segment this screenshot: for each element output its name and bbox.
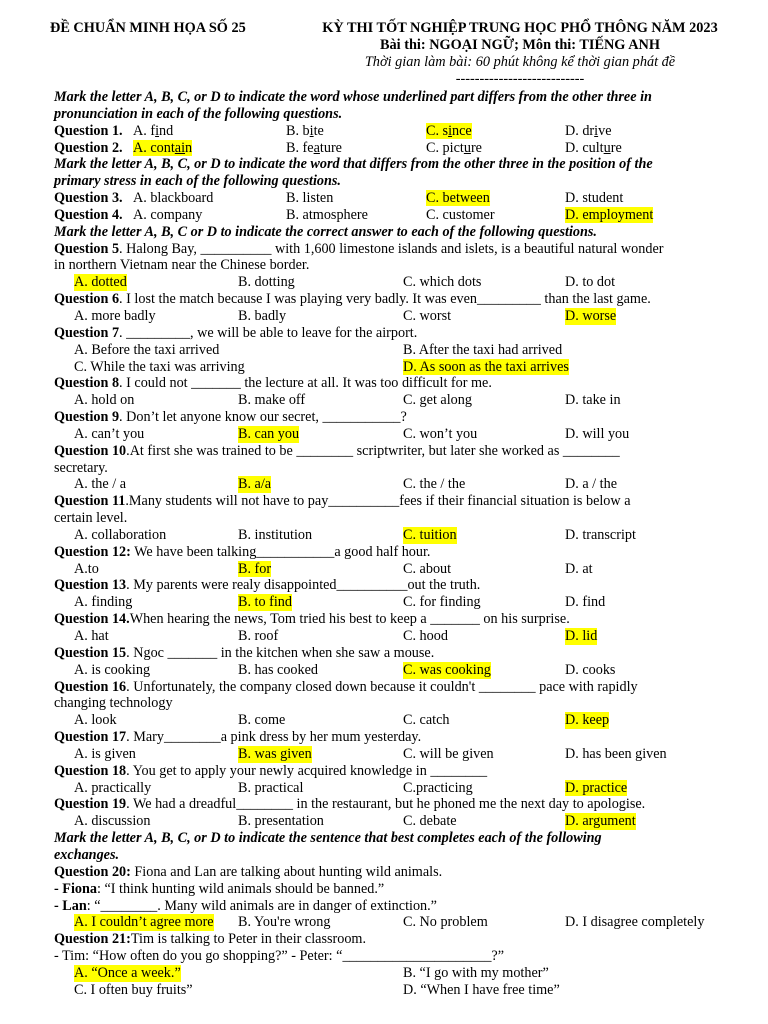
line-q1 [54, 123, 754, 140]
option: D. practice [565, 779, 628, 796]
question-text: - Tim: “How often do you go shopping?” - Peter: “_____________________?” [54, 948, 505, 965]
line-o4 [54, 628, 754, 645]
option: C. hood [403, 628, 448, 644]
line-ins [54, 89, 754, 106]
option: B. presentation [238, 813, 324, 830]
option-suffix: re [610, 139, 622, 156]
option-prefix: C. between [426, 190, 490, 207]
option [565, 140, 622, 157]
speaker: - Lan [54, 897, 87, 914]
option: D. at [565, 560, 593, 577]
question-text: .At first she was trained to be ________ scriptwriter, but later she worked as ________ [126, 442, 620, 459]
line-q1 [54, 140, 754, 157]
line-txt [54, 695, 754, 712]
option-prefix: C. customer [426, 206, 495, 223]
option: B. roof [238, 628, 279, 644]
exam-title: KỲ THI TỐT NGHIỆP TRUNG HỌC PHỔ THÔNG NĂM 2023 [322, 20, 718, 36]
line-qt [54, 679, 754, 696]
question-number: Question 12: [54, 543, 131, 560]
option: B. can you [238, 425, 300, 442]
option: C. was cooking [403, 661, 491, 678]
line-qt [54, 375, 754, 392]
question-text: certain level. [54, 510, 128, 527]
option-prefix: D. employment [565, 206, 654, 223]
question-number: Question 5 [54, 240, 120, 257]
line-txt [54, 948, 754, 965]
option: D. take in [565, 392, 621, 409]
underlined-letters: u [603, 139, 611, 156]
option-text [426, 123, 472, 139]
option: B. for [238, 560, 272, 577]
option-text [286, 207, 368, 223]
question-number: Question 2. [54, 139, 123, 156]
line-o4 [54, 914, 754, 931]
line-o4 [54, 813, 754, 830]
question-number: Question 9 [54, 409, 120, 426]
line-ins [54, 224, 754, 241]
option: C. I often buy fruits” [74, 981, 193, 998]
option: C. get along [403, 392, 472, 409]
speaker: - Fiona [54, 880, 97, 897]
option: A.to [74, 560, 99, 577]
option-suffix: nd [159, 122, 174, 139]
exam-header [300, 20, 740, 88]
underlined-letters: u [463, 139, 471, 156]
question-text: . Don’t let anyone know our secret, ___________? [119, 409, 407, 426]
question-number: Question 17 [54, 729, 127, 746]
question-text: Tim is talking to Peter in their classroom. [130, 931, 366, 948]
question-number: Question 6 [54, 291, 120, 308]
option: A. finding [74, 594, 133, 611]
line-ins [54, 106, 754, 123]
line-txt [54, 460, 754, 477]
line-q1 [54, 190, 754, 207]
option: D. will you [565, 425, 630, 442]
line-qt [54, 796, 754, 813]
option: B. has cooked [238, 661, 318, 678]
question-number: Question 21: [54, 931, 131, 948]
question-number: Question 1. [54, 122, 123, 139]
line-qt [54, 493, 754, 510]
option-prefix: B. b [286, 122, 310, 139]
option: A. hold on [74, 392, 135, 409]
question-number: Question 14. [54, 611, 130, 628]
option-prefix: A. blackboard [133, 190, 214, 207]
option [286, 190, 333, 207]
option-text [426, 190, 490, 206]
line-qt [54, 577, 754, 594]
line-o4 [54, 308, 754, 325]
option: D. has been given [565, 745, 667, 762]
question-number: Question 7 [54, 324, 120, 341]
line-dlg [54, 881, 754, 898]
option-suffix: re [470, 139, 482, 156]
question-number: Question 16 [54, 678, 127, 695]
option: A. is cooking [74, 661, 151, 678]
line-o4 [54, 392, 754, 409]
option: D. to dot [565, 274, 616, 291]
option: D. argument [565, 813, 636, 830]
question-number: Question 8 [54, 375, 120, 392]
option: A. I couldn’t agree more [74, 914, 214, 931]
option: A. hat [74, 628, 109, 644]
line-qt [54, 409, 754, 426]
option: B. “I go with my mother” [403, 964, 549, 981]
option: C. which dots [403, 274, 482, 291]
line-qt [54, 931, 754, 948]
question-number: Question 11 [54, 493, 126, 510]
option: A. collaboration [74, 526, 167, 543]
option: D. find [565, 594, 606, 611]
instruction: Mark the letter A, B, C or D to indicate the correct answer to each of the following questions. [54, 223, 597, 240]
question-text: . I lost the match because I was playing very badly. It was even_________ than the last game. [119, 291, 651, 308]
option: D. keep [565, 712, 610, 729]
option: A. practically [74, 779, 152, 796]
question-text: We have been talking___________a good half hour. [130, 543, 431, 560]
option: D. “When I have free time” [403, 981, 560, 998]
option: D. worse [565, 307, 617, 324]
line-o4 [54, 561, 754, 578]
question-text: : “________. Many wild animals are in danger of extinction.” [86, 897, 437, 914]
option-prefix: D. student [565, 190, 624, 207]
option-text [426, 207, 495, 223]
exam-subject: Bài thi: NGOẠI NGỮ; Môn thi: TIẾNG ANH [379, 37, 660, 53]
line-o2 [54, 359, 754, 376]
option: A. Before the taxi arrived [74, 341, 220, 358]
option-text [565, 190, 623, 206]
option: C. debate [403, 813, 457, 830]
instruction: Mark the letter A, B, C, or D to indicate the sentence that best completes each of the following [54, 830, 602, 847]
option-prefix: D. cult [565, 139, 604, 156]
instruction: exchanges. [54, 846, 120, 863]
option: B. After the taxi had arrived [403, 341, 563, 358]
question-text: . My parents were realy disappointed__________out the truth. [126, 577, 481, 594]
option: A. “Once a week.” [74, 964, 181, 981]
question-number: Question 19 [54, 796, 127, 813]
option: A. can’t you [74, 425, 145, 442]
option-text [133, 123, 173, 139]
question-text: . Mary________a pink dress by her mum yesterday. [126, 729, 422, 746]
line-o4 [54, 527, 754, 544]
option-text [565, 207, 653, 223]
option-text [565, 123, 612, 139]
option: C. will be given [403, 745, 494, 762]
question-text: . We had a dreadful________ in the restaurant, but he phoned me the next day to apologise. [126, 796, 646, 813]
option: C.practicing [403, 779, 473, 796]
option: B. to find [238, 594, 292, 611]
line-qt [54, 729, 754, 746]
question-text: . Unfortunately, the company closed down because it couldn't ________ pace with rapidly [126, 678, 638, 695]
option [133, 140, 192, 157]
underlined-letters: i [594, 122, 599, 139]
option: A. is given [74, 745, 136, 762]
option: A. look [74, 712, 117, 729]
option: D. lid [565, 628, 598, 644]
line-qt [54, 611, 754, 628]
line-ins [54, 847, 754, 864]
option: B. dotting [238, 274, 295, 291]
line-o4 [54, 274, 754, 291]
line-o2 [54, 982, 754, 999]
option: C. won’t you [403, 425, 478, 442]
question-number: Question 3. [54, 190, 123, 207]
option: D. a / the [565, 476, 618, 493]
instruction: pronunciation in each of the following questions. [54, 105, 343, 122]
option: D. cooks [565, 661, 616, 678]
option: B. institution [238, 526, 313, 543]
option: A. dotted [74, 274, 127, 291]
question-text: secretary. [54, 459, 108, 476]
question-number: Question 20: [54, 863, 131, 880]
option: C. catch [403, 712, 450, 729]
option [426, 140, 482, 157]
option: B. was given [238, 745, 312, 762]
question-text: . Ngoc _______ in the kitchen when she saw a mouse. [126, 644, 435, 661]
option [426, 207, 495, 224]
option-text [133, 190, 213, 206]
underlined-letters: i [309, 122, 314, 139]
line-qt [54, 325, 754, 342]
option [426, 190, 490, 207]
question-text: . Halong Bay, __________ with 1,600 limestone islands and islets, is a beautiful natural wonder [119, 240, 664, 257]
underlined-letters: i [155, 122, 160, 139]
option-text [286, 190, 333, 206]
line-o4 [54, 712, 754, 729]
option-prefix: A. cont [133, 139, 175, 156]
option [286, 123, 324, 140]
option: C. the / the [403, 476, 466, 493]
option: B. practical [238, 779, 304, 796]
line-o4 [54, 780, 754, 797]
option [565, 190, 623, 207]
option-text [286, 123, 324, 139]
option: C. worst [403, 307, 452, 324]
line-qt [54, 443, 754, 460]
option-text [426, 140, 482, 156]
underlined-letters: ai [174, 139, 186, 156]
option-prefix: A. f [133, 122, 156, 139]
option [286, 140, 342, 157]
option [286, 207, 368, 224]
option: A. discussion [74, 813, 151, 830]
option-text [133, 140, 192, 156]
question-number: Question 13 [54, 577, 127, 594]
question-text: .Many students will not have to pay__________fees if their financial situation is below a [125, 493, 631, 510]
option [133, 207, 202, 224]
option: B. badly [238, 307, 287, 324]
option-prefix: B. atmosphere [286, 206, 368, 223]
option: C. about [403, 560, 452, 577]
option: C. While the taxi was arriving [74, 358, 245, 375]
question-text: When hearing the news, Tom tried his best to keep a _______ on his surprise. [129, 611, 570, 628]
line-o4 [54, 662, 754, 679]
line-o4 [54, 476, 754, 493]
line-dlg [54, 898, 754, 915]
instruction: primary stress in each of the following questions. [54, 173, 341, 190]
option-suffix: ve [598, 122, 612, 139]
line-qt [54, 544, 754, 561]
question-list [54, 89, 754, 999]
question-text: in northern Vietnam near the Chinese border. [54, 257, 310, 274]
line-ins [54, 830, 754, 847]
option-prefix: D. dr [565, 122, 595, 139]
line-ins [54, 156, 754, 173]
option [426, 123, 472, 140]
option-suffix: nce [452, 122, 472, 139]
question-text: changing technology [54, 695, 173, 712]
option-text [286, 140, 342, 156]
underlined-letters: a [313, 139, 320, 156]
option-suffix: n [185, 139, 193, 156]
header-rule: --------------------------- [455, 71, 585, 87]
option: B. You're wrong [238, 914, 331, 931]
question-number: Question 15 [54, 644, 127, 661]
option-prefix: B. listen [286, 190, 334, 207]
line-o4 [54, 426, 754, 443]
question-text: : “I think hunting wild animals should be banned.” [96, 880, 385, 897]
question-number: Question 10 [54, 442, 127, 459]
question-text: . I could not _______ the lecture at all. It was too difficult for me. [119, 375, 492, 392]
option: A. the / a [74, 476, 127, 493]
line-qt [54, 241, 754, 258]
question-number: Question 4. [54, 206, 123, 223]
option: D. I disagree completely [565, 914, 705, 931]
question-text: . _________, we will be able to leave for the airport. [119, 324, 418, 341]
line-q1 [54, 207, 754, 224]
line-o2 [54, 342, 754, 359]
option-prefix: C. pict [426, 139, 464, 156]
instruction: Mark the letter A, B, C, or D to indicate the word that differs from the other three in the position of the [54, 156, 653, 173]
line-qt [54, 645, 754, 662]
option [565, 207, 653, 224]
line-qt [54, 763, 754, 780]
option [133, 123, 173, 140]
question-number: Question 18 [54, 762, 127, 779]
exam-code: ĐỀ CHUẨN MINH HỌA SỐ 25 [50, 20, 246, 36]
option: C. No problem [403, 914, 488, 931]
line-qt [54, 864, 754, 881]
option-prefix: C. s [426, 122, 449, 139]
option-prefix: B. fe [286, 139, 314, 156]
option [133, 190, 213, 207]
option-suffix: ture [319, 139, 342, 156]
exam-time: Thời gian làm bài: 60 phút không kể thời gian phát đề [364, 54, 676, 70]
option: C. for finding [403, 594, 481, 611]
option [565, 123, 612, 140]
line-o4 [54, 594, 754, 611]
option: C. tuition [403, 526, 457, 543]
option: B. come [238, 712, 286, 729]
line-txt [54, 257, 754, 274]
line-o4 [54, 746, 754, 763]
option: B. make off [238, 392, 306, 409]
line-qt [54, 291, 754, 308]
option: B. a/a [238, 476, 272, 493]
option: D. transcript [565, 526, 636, 543]
option: A. more badly [74, 307, 156, 324]
question-text: . You get to apply your newly acquired knowledge in ________ [126, 762, 488, 779]
option-suffix: te [313, 122, 324, 139]
question-text: Fiona and Lan are talking about hunting wild animals. [130, 863, 443, 880]
underlined-letters: i [448, 122, 453, 139]
instruction: Mark the letter A, B, C, or D to indicate the word whose underlined part differs from the other three in [54, 89, 652, 105]
line-ins [54, 173, 754, 190]
option-text [133, 207, 202, 223]
option-prefix: A. company [133, 206, 203, 223]
option-text [565, 140, 622, 156]
option: D. As soon as the taxi arrives [403, 358, 569, 375]
line-o2 [54, 965, 754, 982]
line-txt [54, 510, 754, 527]
